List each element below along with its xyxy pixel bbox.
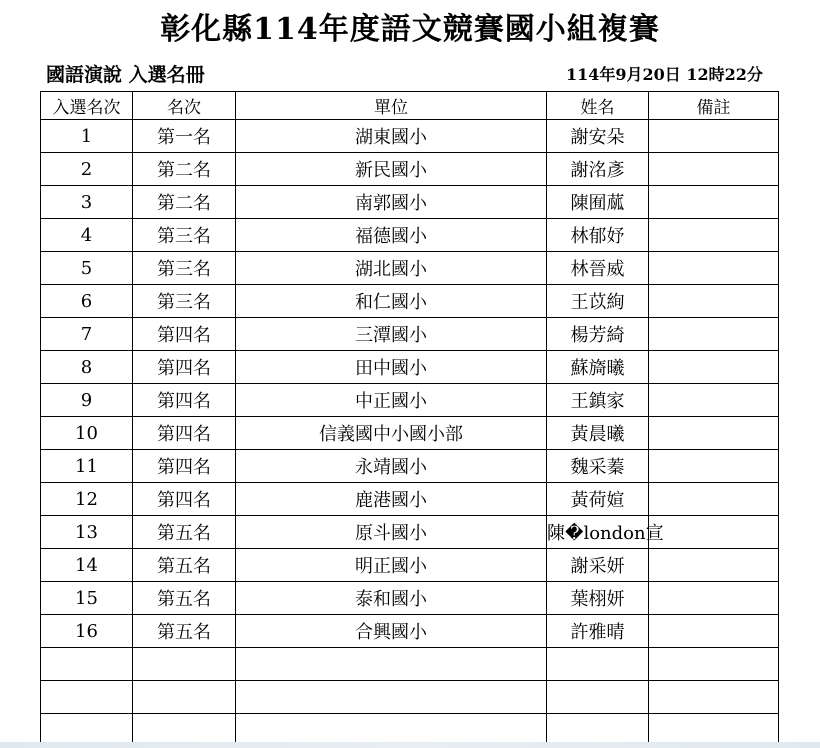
cell-placement: 第三名	[133, 285, 236, 318]
roster-body	[41, 120, 779, 747]
cell-rank	[41, 648, 133, 681]
cell-school: 永靖國小	[236, 450, 547, 483]
document-subtitle: 國語演說 入選名冊	[46, 64, 205, 86]
cell-name	[547, 681, 649, 714]
cell-placement: 第四名	[133, 351, 236, 384]
table-row	[41, 120, 779, 153]
cell-remarks	[649, 483, 779, 516]
cell-remarks	[649, 153, 779, 186]
table-row	[41, 450, 779, 483]
cell-school: 南郭國小	[236, 186, 547, 219]
cell-rank: 5	[41, 252, 133, 285]
table-row	[41, 582, 779, 615]
cell-placement: 第一名	[133, 120, 236, 153]
cell-remarks	[649, 450, 779, 483]
table-row	[41, 516, 779, 549]
table-row	[41, 549, 779, 582]
table-header-row	[41, 92, 779, 120]
cell-remarks	[649, 219, 779, 252]
header-name: 姓名	[547, 92, 649, 120]
cell-remarks	[649, 186, 779, 219]
cell-name: 林晉威	[547, 252, 649, 285]
cell-rank: 10	[41, 417, 133, 450]
table-row	[41, 417, 779, 450]
cell-placement: 第五名	[133, 615, 236, 648]
cell-rank: 9	[41, 384, 133, 417]
cell-placement: 第五名	[133, 582, 236, 615]
cell-remarks	[649, 384, 779, 417]
cell-rank: 11	[41, 450, 133, 483]
cell-school	[236, 681, 547, 714]
cell-remarks	[649, 351, 779, 384]
cell-remarks	[649, 516, 779, 549]
table-row	[41, 285, 779, 318]
cell-rank: 8	[41, 351, 133, 384]
table-row	[41, 219, 779, 252]
table-row	[41, 384, 779, 417]
cell-name: 謝采妍	[547, 549, 649, 582]
cell-placement: 第四名	[133, 450, 236, 483]
cell-remarks	[649, 648, 779, 681]
cell-rank: 14	[41, 549, 133, 582]
cell-name: 謝洺彥	[547, 153, 649, 186]
header-rank-order: 入選名次	[41, 92, 133, 120]
cell-school: 合興國小	[236, 615, 547, 648]
cell-name: 許雅晴	[547, 615, 649, 648]
cell-placement: 第四名	[133, 483, 236, 516]
cell-rank: 15	[41, 582, 133, 615]
cell-school: 鹿港國小	[236, 483, 547, 516]
cell-rank: 12	[41, 483, 133, 516]
bottom-strip	[0, 742, 820, 748]
cell-rank: 2	[41, 153, 133, 186]
cell-remarks	[649, 417, 779, 450]
cell-school: 中正國小	[236, 384, 547, 417]
document-title: 彰化縣114年度語文競賽國小組複賽	[160, 12, 660, 47]
table-row	[41, 615, 779, 648]
table-row	[41, 153, 779, 186]
cell-school: 原斗國小	[236, 516, 547, 549]
table-row	[41, 351, 779, 384]
table-row	[41, 252, 779, 285]
cell-rank: 3	[41, 186, 133, 219]
cell-remarks	[649, 549, 779, 582]
table-row	[41, 318, 779, 351]
cell-name: 陳�london宣	[547, 516, 649, 549]
cell-name: 葉栩妍	[547, 582, 649, 615]
cell-placement: 第五名	[133, 549, 236, 582]
cell-name: 王苡絢	[547, 285, 649, 318]
cell-name: 黃晨曦	[547, 417, 649, 450]
cell-name: 王鎮家	[547, 384, 649, 417]
cell-rank: 4	[41, 219, 133, 252]
table-row	[41, 186, 779, 219]
cell-school: 湖東國小	[236, 120, 547, 153]
cell-remarks	[649, 318, 779, 351]
cell-school: 新民國小	[236, 153, 547, 186]
cell-rank: 1	[41, 120, 133, 153]
cell-school: 明正國小	[236, 549, 547, 582]
document-timestamp: 114年9月20日 12時22分	[566, 65, 763, 84]
cell-placement: 第三名	[133, 252, 236, 285]
table-row	[41, 648, 779, 681]
table-row	[41, 483, 779, 516]
cell-school: 三潭國小	[236, 318, 547, 351]
cell-placement: 第二名	[133, 153, 236, 186]
cell-name: 黃荷媗	[547, 483, 649, 516]
cell-rank: 7	[41, 318, 133, 351]
cell-school	[236, 648, 547, 681]
cell-remarks	[649, 582, 779, 615]
cell-placement	[133, 648, 236, 681]
cell-placement: 第二名	[133, 186, 236, 219]
cell-name: 陳囿蓏	[547, 186, 649, 219]
cell-placement	[133, 681, 236, 714]
cell-rank: 16	[41, 615, 133, 648]
header-placement: 名次	[133, 92, 236, 120]
cell-remarks	[649, 615, 779, 648]
cell-placement: 第四名	[133, 384, 236, 417]
cell-name: 林郁妤	[547, 219, 649, 252]
cell-rank: 6	[41, 285, 133, 318]
cell-placement: 第五名	[133, 516, 236, 549]
header-school: 單位	[236, 92, 547, 120]
cell-remarks	[649, 120, 779, 153]
cell-school: 田中國小	[236, 351, 547, 384]
roster-table	[40, 91, 779, 747]
cell-school: 泰和國小	[236, 582, 547, 615]
cell-school: 和仁國小	[236, 285, 547, 318]
header-remarks: 備註	[649, 92, 779, 120]
cell-name	[547, 648, 649, 681]
cell-placement: 第四名	[133, 318, 236, 351]
cell-remarks	[649, 252, 779, 285]
cell-school: 福德國小	[236, 219, 547, 252]
cell-school: 湖北國小	[236, 252, 547, 285]
cell-rank: 13	[41, 516, 133, 549]
cell-remarks	[649, 285, 779, 318]
table-row	[41, 681, 779, 714]
cell-placement: 第四名	[133, 417, 236, 450]
cell-name: 謝安朵	[547, 120, 649, 153]
cell-remarks	[649, 681, 779, 714]
cell-name: 魏采蓁	[547, 450, 649, 483]
cell-name: 蘇旖曦	[547, 351, 649, 384]
cell-name: 楊芳綺	[547, 318, 649, 351]
cell-rank	[41, 681, 133, 714]
cell-school: 信義國中小國小部	[236, 417, 547, 450]
cell-placement: 第三名	[133, 219, 236, 252]
